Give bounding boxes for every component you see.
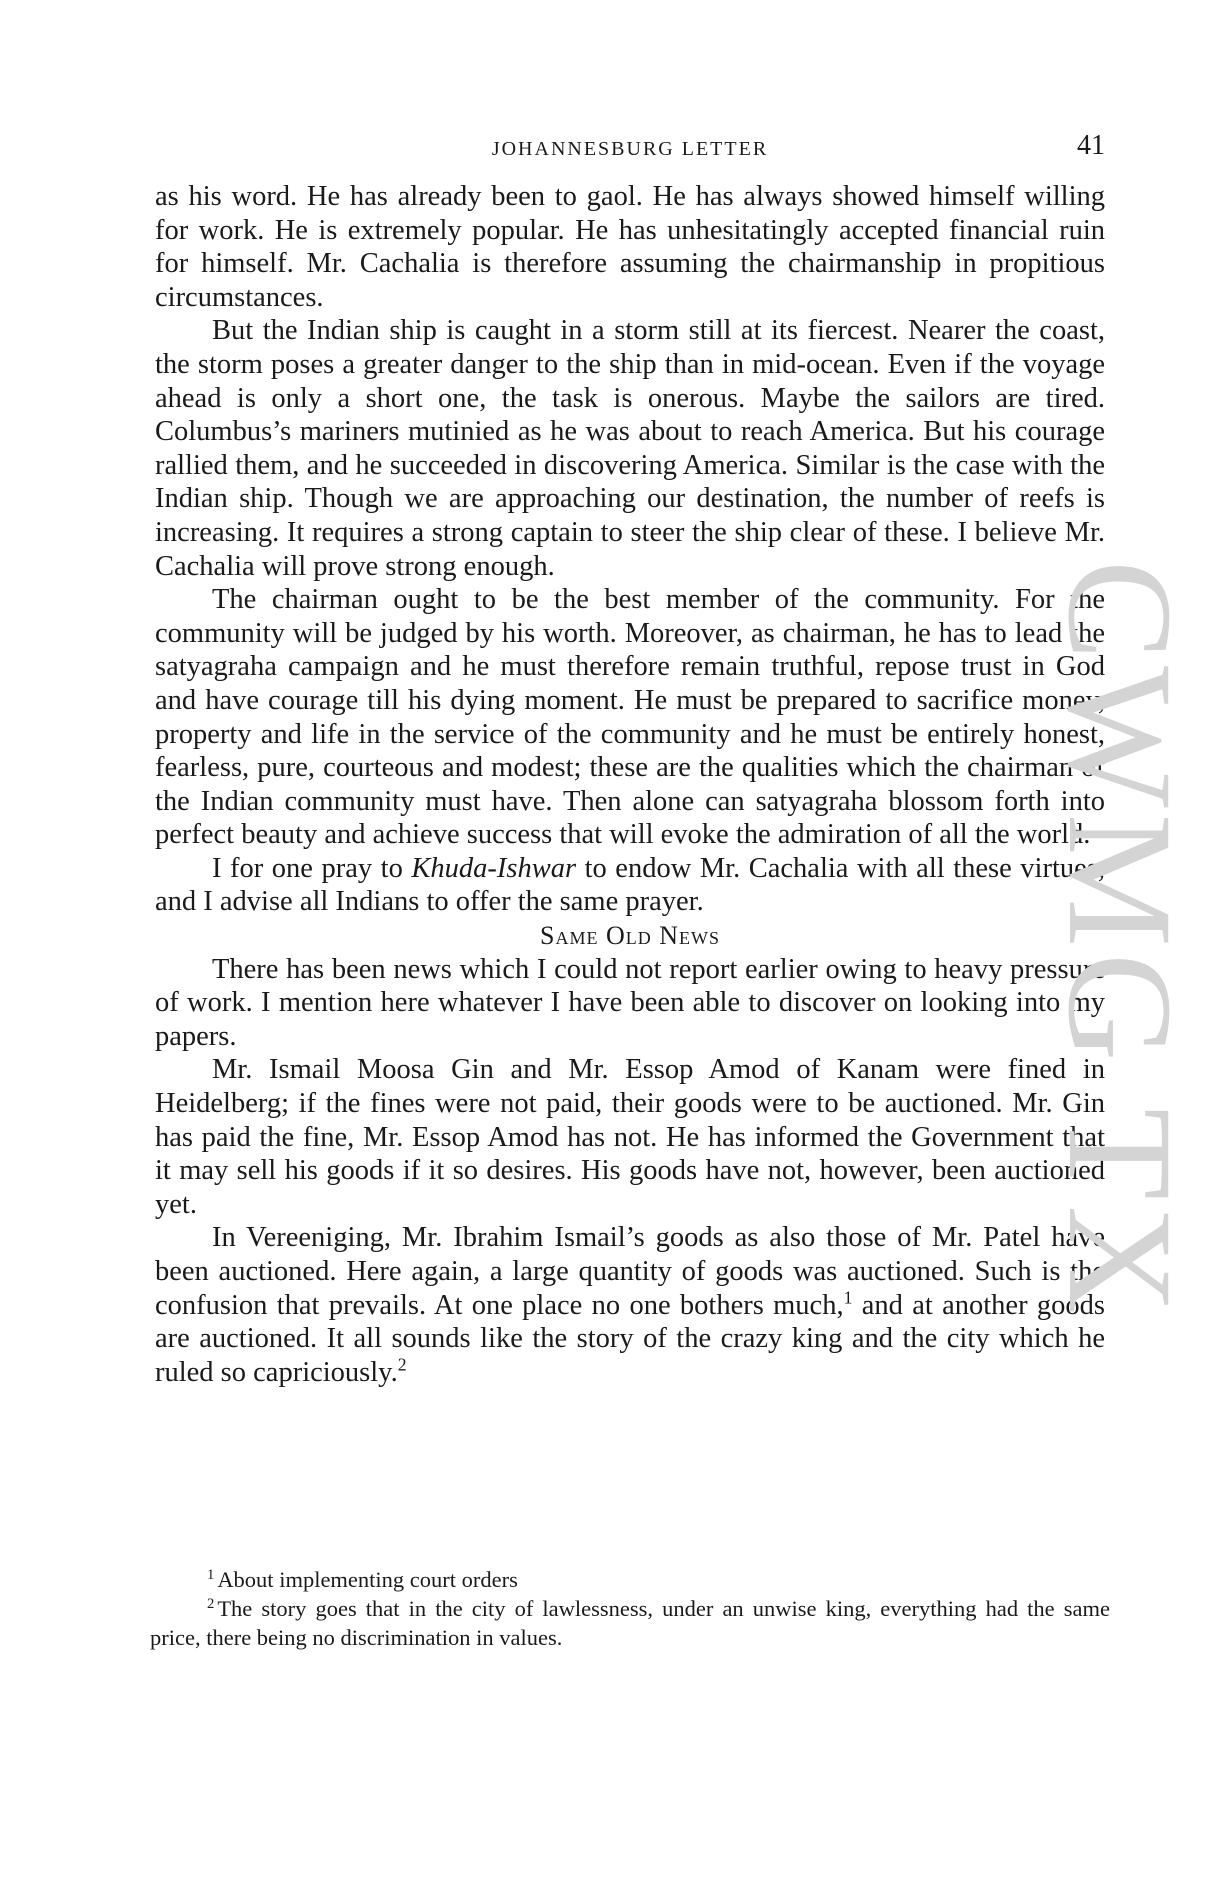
footnote-ref-1: 1 xyxy=(843,1287,853,1308)
footnote-2-text: The story goes that in the city of lawlessness, under an unwise king, everything had the same price, there being no discrimination in values. xyxy=(150,1596,1110,1650)
running-head xyxy=(155,128,1105,168)
footnote-2-mark: 2 xyxy=(207,1595,215,1612)
paragraph-5: There has been news which I could not report earlier owing to heavy pressure of work. I mention here whatever I have been able to discover on looking into my papers. xyxy=(155,953,1105,1052)
paragraph-7-part-a: In Vereeniging, Mr. Ibrahim Ismail’s goods as also those of Mr. Patel have been auctioned. Here again, a large quantity of goods was auctioned. Such is the confusion that prevails. At one place no one bothers much, xyxy=(155,1222,1105,1321)
page-number: 41 xyxy=(1077,130,1105,161)
paragraph-4 xyxy=(155,852,1105,919)
section-heading: Same Old News xyxy=(539,921,720,951)
running-title: JOHANNESBURG LETTER xyxy=(491,138,769,160)
footnote-2 xyxy=(150,1594,1110,1652)
paragraph-4-tail: to endow Mr. Cachalia with all these virtues, and I advise all Indians to offer the same prayer. xyxy=(155,852,1105,918)
paragraph-2: But the Indian ship is caught in a storm still at its fiercest. Nearer the coast, the storm poses a greater danger to the ship than in mid-ocean. Even if the voyage ahead is only a short one, the task is onerous. Maybe the sailors are tired. Columbus’s mariners mutinied as he was about to reach America. But his courage rallied them, and he succeeded in discovering America. Similar is the case with the Indian ship. Though we are approaching our destination, the number of reefs is increasing. It requires a strong captain to steer the ship clear of these. I believe Mr. Cachalia will prove strong enough. xyxy=(155,315,1105,582)
paragraph-6: Mr. Ismail Moosa Gin and Mr. Essop Amod of Kanam were fined in Heidelberg; if the fines were not paid, their goods were to be auctioned. Mr. Gin has paid the fine, Mr. Essop Amod has not. He has informed the Government that it may sell his goods if it so desires. His goods have not, however, been auctioned yet. xyxy=(155,1054,1105,1220)
paragraph-7-part-b: and at another goods are auctioned. It all sounds like the story of the crazy king and the city which he ruled so capriciously. xyxy=(155,1289,1105,1388)
body-text xyxy=(155,180,1105,1389)
watermark-text: CWMG TX xyxy=(1037,560,1203,1321)
footnotes xyxy=(150,1565,1110,1652)
paragraph-1: as his word. He has already been to gaol. He has always showed himself willing for work. He is extremely popular. He has unhesitatingly accepted financial ruin for himself. Mr. Cachalia is therefore assuming the chairmanship in propitious circumstances. xyxy=(155,181,1105,313)
paragraph-4-lead: I for one pray to xyxy=(212,852,412,884)
footnote-ref-2: 2 xyxy=(397,1354,407,1375)
footnote-1 xyxy=(150,1565,1110,1594)
paragraph-3: The chairman ought to be the best member of the community. For the community will be judged by his worth. Moreover, as chairman, he has to lead the satyagraha campaign and he must therefore remain truthful, repose trust in God and have courage till his dying moment. He must be prepared to sacrifice money, property and life in the service of the community and he must be entirely honest, fearless, pure, courteous and modest; these are the qualities which the chairman of the Indian community must have. Then alone can satyagraha blossom forth into perfect beauty and achieve success that will evoke the admiration of all the world. xyxy=(155,584,1105,851)
paragraph-7 xyxy=(155,1221,1105,1389)
footnote-1-text: About implementing court orders xyxy=(217,1567,518,1592)
footnote-1-mark: 1 xyxy=(207,1566,215,1583)
khuda-ishwar-term: Khuda-Ishwar xyxy=(411,852,577,884)
